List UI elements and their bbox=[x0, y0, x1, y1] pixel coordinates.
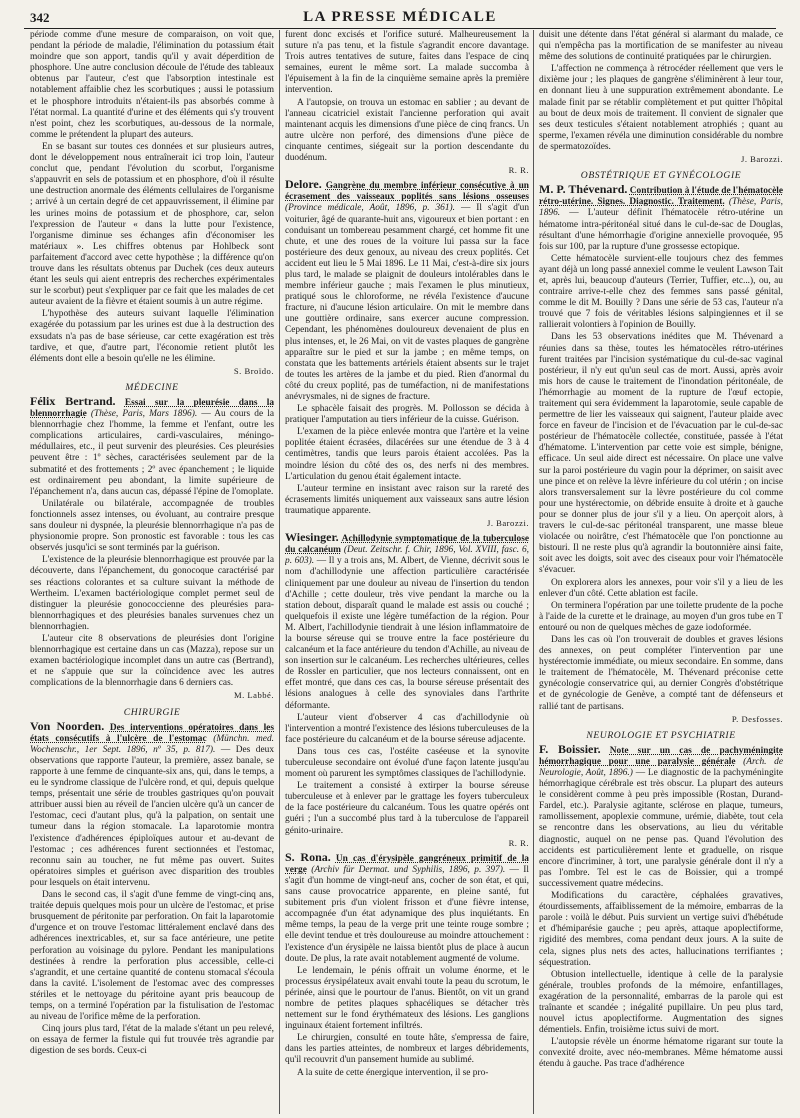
article-title: Contribution à l'étude de l'hématocèle rétro-utérine. Signes. Diagnostic. Traitement. bbox=[539, 186, 783, 208]
paragraph: A l'autopsie, on trouva un estomac en sablier ; au devant de l'anneau cicatriciel existait l'ancienne perforation qui avait maintenant acquis les dimensions d'une pièce de cinq francs. Un autre ulcère non perforé, des dimensions d'une pièce de cinquante centimes, siégeait sur la portion descendante du duodénum. bbox=[285, 97, 529, 164]
section-heading: NEUROLOGIE ET PSYCHIATRIE bbox=[586, 729, 736, 741]
article-von-noorden bbox=[30, 718, 274, 889]
article-text: — Il y a trois ans, M. Albert, de Vienne, décrivit sous le nom d'achillodynie une affection particulière caractérisée cliniquement par une douleur au niveau de l'insertion du tendon d'Achille ; cette douleur, très vive pendant la marche ou la station debout, disparaît quand le malade est assis ou couché ; quelquefois il existe une légère tuméfaction de la région. Pour M. Albert, l'achillodynie tiendrait à une lésion inflammatoire de la bourse séreuse qui se trouve entre la face postérieure du calcanéum et la face antérieure du tendon d'Achille, au niveau de son insertion sur le calcanéum. Les recherches ultérieures, celles de Rossler en particulier, que nos lecteurs connaissent, ont en effet montré, que dans ces cas, la bourse séreuse présentait des lésions analogues à celle des synoviales dans l'arthrite déformante. bbox=[285, 556, 529, 711]
column-divider bbox=[279, 30, 280, 1114]
paragraph: L'examen de la pièce enlevée montra que l'artère et la veine poplitée étaient écrasées, dilacérées sur une étendue de 3 à 4 centimètres, tandis que leurs parois étaient accolées. Pas la moindre lésion du côté des os, des nerfs ni des membres. L'articulation du genou était également intacte. bbox=[285, 427, 529, 482]
signature: P. Desfosses. bbox=[731, 713, 783, 724]
page-number: 342 bbox=[30, 10, 50, 25]
article-text: — Il s'agit d'un homme de vingt-neuf ans, cocher de son état, et qui, sans cause provocatrice apparente, en pleine santé, fut subitement pris d'un violent frisson et d'une fièvre intense, accompagnée d'un état adynamique des plus inquiétants. En même temps, la peau de la verge prit une teinte rouge sombre ; elle devint tendue et très douloureuse au moindre attouchement : l'existence d'un érysipèle ne laissa bientôt plus de place à aucun doute. De plus, la rate avait notablement augmenté de volume. bbox=[285, 864, 529, 964]
paragraph: En se basant sur toutes ces données et sur plusieurs autres, dont le développement nous entraînerait ici trop loin, l'auteur conclut que, pendant l'évolution du scorbut, l'organisme s'appauvrit en sels de potassium et en phosphore, d'où il résulte une destruction anormale des éléments cellulaires de l'organisme ; arrivé à un certain degré de cet appauvrissement, il élimine par les urines moins de potassium et de phosphore, car, selon l'expression de l'auteur « dans la lutte pour l'existence, l'organisme diminue ses échanges afin d'économiser les matériaux ». Les chiffres obtenus par Hohlbeck sont parfaitement d'accord avec cette hypothèse ; la différence qu'on trouve dans les résultats obtenus par Duchek (ces deux auteurs étant les seuls qui aient entrepris des recherches expérimentales sur le scorbut) peut s'expliquer par ce fait que les malades de cet auteur avaient de la fièvre et étaient soumis à un autre régime. bbox=[30, 141, 274, 308]
section-heading: CHIRURGIE bbox=[123, 706, 181, 718]
article-reference: (Thèse, Paris, Mars 1896). bbox=[90, 409, 198, 420]
signature: R. R. bbox=[508, 165, 529, 176]
column-left bbox=[30, 30, 274, 1114]
paragraph: Dans le second cas, il s'agit d'une femme de vingt-cinq ans, traitée depuis quelques mois pour un ulcère de l'estomac, et prise brusquement de péritonite par perforation. On fait la laparotomie d'urgence et on trouve l'estomac littéralement enclavé dans des adhérences inextricables, et, sur sa face antérieure, une petite perforation au voisinage du pylore. Pendant les manipulations destinées à rendre la perforation plus accessible, celle-ci s'agrandit, et une certaine quantité de contenu stomacal s'écoula dans la cavité. L'isolement de l'estomac avec des compresses stériles et le nettoyage du péritoine ayant pris beaucoup de temps, on a terminé l'opération par la fistulisation de l'estomac au niveau de l'orifice même de la perforation. bbox=[30, 890, 274, 1023]
paragraph: duisit une détente dans l'état général si alarmant du malade, ce qui n'empêcha pas la mortification de se manifester au niveau même des solutions de continuité pratiquées par le chirurgien. bbox=[539, 30, 783, 63]
signature: M. Labbé. bbox=[233, 690, 274, 701]
article-author: Félix Bertrand. bbox=[30, 394, 116, 408]
paragraph: L'hypothèse des auteurs suivant laquelle l'élimination exagérée du potassium par les urines est due à la destruction des exsudats n'a pas de base sérieuse, car cette exagération est très tardive, et que, d'autre part, l'économie retient plutôt les éléments dont elle a besoin qu'elle ne les élimine. bbox=[30, 309, 274, 364]
article-text: — Il s'agit d'un voiturier, âgé de quarante-huit ans, vigoureux et bien portant : en conduisant un tombereau pesamment chargé, cet homme fit une chute, et une des roues de la voiture lui passa sur la face postérieure des deux genoux, au niveau des creux poplités. Cet accident eut lieu le 5 Mai 1896. Le 11 Mai, c'est-à-dire six jours plus tard, le malade se plaignit de douleurs intolérables dans le membre inférieur gauche ; mais l'examen le plus minutieux, pratiqué sous le chloroforme, ne révéla l'existence d'aucune fracture, ni d'aucune lésion articulaire. On mit le membre dans une gouttière ordinaire, sans exercer aucune compression. Cependant, les phénomènes douloureux devenaient de plus en plus intenses, et, le 26 Mai, on vit de vastes plaques de gangrène apparaître sur le pied et sur la jambe ; en même temps, on constata que les battements artériels étaient absents sur le trajet de toutes les artères de la jambe et du pied. Rien d'anormal du côté du creux poplité, pas de tuméfaction, ni de manifestations anévrysmales, ni de signes de fracture. bbox=[285, 203, 529, 402]
column-divider bbox=[533, 30, 534, 1114]
signature: R. R. bbox=[508, 837, 529, 848]
article-author: F. Boissier. bbox=[539, 741, 601, 756]
article-thevenard bbox=[539, 184, 783, 253]
section-heading: MÉDECINE bbox=[125, 381, 179, 393]
paragraph: période comme d'une mesure de comparaison, on voit que, pendant la période de maladie, l'élimination du potassium était moindre que son apport, tandis qu'il y avait déperdition de phosphore. Une autre conclusion découle de l'étude des tableaux obtenus par l'auteur, c'est que l'absorption intestinale est notablement affaiblie chez les scorbutiques ; aussi le potassium et le phosphore introduits n'étaient-ils pas absorbés comme à l'état normal. La quantité d'urine et des éléments qui s'y trouvent n'est point, chez les scorbutiques, au-dessous de la normale, comme le prétendent la plupart des auteurs. bbox=[30, 30, 274, 140]
article-text: — L'auteur définit l'hématocèle rétro-utérine un hématome intra-péritonéal situé dans le cul-de-sac de Douglas, résultant d'une hémorrhagie d'origine annexielle provoquée, 95 fois sur 100, par la rupture d'une grossesse ectopique. bbox=[539, 208, 783, 252]
paragraph: furent donc excisés et l'orifice suturé. Malheureusement la suture n'a pas tenu, et la fistule s'agrandit encore davantage. Trois autres tentatives de suture, faites dans l'espace de cinq semaines, eurent le même sort. La malade succomba à l'épuisement à la fin de la cinquième semaine après la première intervention. bbox=[285, 30, 529, 96]
article-reference: (Thèse, Paris, 1896. bbox=[539, 197, 783, 219]
article-delore bbox=[285, 179, 529, 403]
paragraph: Cinq jours plus tard, l'état de la malade s'étant un peu relevé, on essaya de fermer la fistule qui fut trouvée très agrandie par digestion de ses bords. Ceux-ci bbox=[30, 1024, 274, 1057]
article-author: M. P. Thévenard. bbox=[539, 182, 628, 197]
signature: J. Barozzi. bbox=[486, 518, 529, 529]
paragraph: Le sphacèle faisait des progrès. M. Pollosson se décida à pratiquer l'amputation au tiers inférieur de la cuisse. Guérison. bbox=[285, 404, 529, 426]
article-title: Essai sur la pleurésie dans la blennorrhagie bbox=[30, 398, 274, 420]
article-reference: (Münchn. med. Wochenschr., 1er Sept. 1896, nº 35, p. 817). bbox=[30, 733, 274, 755]
paragraph: Obtusion intellectuelle, identique à celle de la paralysie générale, troubles profonds de la mémoire, enfantillages, exagération de la personnalité, embarras de la parole qui est traînante et scandée ; inégalité pupillaire. Un peu plus tard, nouvel ictus apoplectiforme. Augmentation des signes démentiels. Enfin, troisième ictus suivi de mort. bbox=[539, 969, 783, 1036]
article-text: — Des deux observations que rapporte l'auteur, la première, assez banale, se rapporte à une femme de cinquante-six ans, qui, dans le temps, a eu le syndrome classique de l'ulcère rond, et qui, depuis quelque temps, présentait une série de troubles gastriques qu'on pouvait attribuer aussi bien au réveil de l'ancien ulcère qu'à un cancer de l'estomac, ceci d'autant plus, qu'à la palpation, on sentait une tumeur dans la région stomacale. La laparotomie montra l'existence d'adhérences épiploïques autour et au-devant de l'estomac ; ces adhérences furent sectionnées et l'estomac, reconnu sain au toucher, ne fut même pas ouvert. Suites opératoires simples et guérison avec disparition des troubles pour lesquels on était intervenu. bbox=[30, 744, 274, 888]
article-author: Von Noorden. bbox=[30, 718, 105, 733]
section-heading: OBSTÉTRIQUE ET GYNÉCOLOGIE bbox=[580, 170, 742, 182]
paragraph: L'affection ne commença à rétrocéder réellement que vers le dixième jour ; les plaques de gangrène s'éliminèrent à leur tour, en donnant lieu à une suppuration extrêmement abondante. Le malade finit par se rétablir complètement et put quitter l'hôpital au bout de deux mois de traitement. Il convient de signaler que ses deux testicules s'étaient notablement atrophiés ; quant au sperme, l'examen révéla une diminution considérable du nombre de spermatozoïdes. bbox=[539, 64, 783, 152]
paragraph: Le traitement a consisté à extirper la bourse séreuse tuberculeuse et à enlever par le grattage les foyers tuberculeux de la face postérieure du calcanéum. Tous les quatre opérés ont guéri ; l'un a succombé plus tard à la tuberculose de l'appareil génito-urinaire. bbox=[285, 781, 529, 836]
paragraph: L'auteur termine en insistant avec raison sur la rareté des écrasements limités uniquement aux vaisseaux sans autre lésion traumatique apparente. bbox=[285, 483, 529, 516]
article-rona bbox=[285, 849, 529, 965]
signature: J. Barozzi. bbox=[740, 154, 783, 165]
article-reference: (Province médicale, Août, 1896, p. 361). bbox=[285, 203, 456, 214]
paragraph: Le lendemain, le pénis offrait un volume énorme, et le processus érysipélateux avait envahi toute la peau du scrotum, le périnée, ainsi que le pourtour de l'anus. Bientôt, on vit un grand nombre de petites plaques sphacéliques se détacher très nettement sur le fond érythémateux des lésions. Les ganglions inguinaux étaient fortement infiltrés. bbox=[285, 965, 529, 1032]
article-title: Note sur un cas de pachyméningite hémorrhagique pour une paralysie générale bbox=[539, 745, 783, 767]
running-title: LA PRESSE MÉDICALE bbox=[303, 9, 497, 25]
article-title: Des interventions opératoires dans les états consécutifs à l'ulcère de l'estomac bbox=[30, 722, 274, 744]
paragraph: Dans les 53 observations inédites que M. Thévenard a réunies dans sa thèse, toutes les hématocèles rétro-utérines furent traitées par l'incision systématique du cul-de-sac vaginal postérieur, il n'y eut qu'un seul cas de mort. Aussi, après avoir mis hors de cause le traitement de l'inondation péritonéale, de l'hémorrhagie au moment de la rupture de l'œuf ectopie, traitement qui sera évidemment la laparotomie, seule capable de permettre de lier les vaisseaux qui saignent, l'auteur plaide avec force en faveur de l'incision et de l'évacuation par le cul-de-sac postérieur de l'hématocèle collectée, constituée, passée à l'état d'hématome. L'intervention par cette voie est simple, bénigne, efficace. Un seul aide direct est nécessaire. On place une valve sur la paroi postérieure du vagin pour la déprimer, on saisit avec une pince et on relève la lèvre inférieure du col utérin ; on incise alors transversalement sur la lèvre postérieure du col comme pour une hystérectomie, on débride ensuite à droite et à gauche pour se donner plus de jour s'il y a lieu. On aperçoit alors, à travers le cul-de-sac péritonéal transparent, une masse bleue violacée ou noirâtre, c'est l'hématocèle que l'on ponctionne au bistouri. Il ne reste plus qu'à agrandir la boutonnière ainsi faite, soit avec les doigts, soit avec des ciseaux pour voir l'hématocèle s'évacuer. bbox=[539, 332, 783, 576]
paragraph: Dans tous ces cas, l'ostéite caséeuse et la synovite tuberculeuse secondaire ont évolué d'une façon latente jusqu'au moment où parurent les symptômes classiques de l'achillodynie. bbox=[285, 746, 529, 780]
article-title: Un cas d'érysipèle gangréneux primitif de la verge bbox=[285, 853, 529, 875]
article-text: — Le diagnostic de la pachyméningite hémorrhagique cérébrale est très obscur. La plupart des auteurs le considèrent comme à peu près impossible (Rostan, Durand-Fardel, etc.). Paralysie agitante, sclérose en plaque, tumeurs, ramollissement, apoplexie commune, urémie, diabète, tout cela se rencontre dans les observations, au lieu du véritable diagnostic, auquel on ne pense pas. Quand l'évolution des accidents est particulièrement lente et graduelle, on risque encore d'incriminer, à tort, une paralysie générale dont il n'y a pas l'ombre. Tel est le cas de Boissier, qui a trompé successivement quatre médecins. bbox=[539, 768, 783, 889]
article-text: — Au cours de la blennorrhagie chez l'homme, la femme et l'enfant, outre les complications articulaires, cardi-vasculaires, méningo-médullaires, etc., il peut survenir des pleurésies. Ces pleurésies peuvent être : 1º sèches, caractérisées seulement par de la submatité et des frottements ; 2º avec épanchement ; le liquide est ordinairement peu abondant, la limite supérieure de l'épanchement n'a, dans aucun cas, dépassé l'épine de l'omoplate. bbox=[30, 409, 274, 497]
article-author: Delore. bbox=[285, 177, 322, 192]
paragraph: L'auteur vient d'observer 4 cas d'achillodynie où l'intervention a montré l'existence des lésions tuberculeuses de la face postérieure du calcanéum et de la bourse séreuse adjacente. bbox=[285, 712, 529, 745]
paragraph: L'auteur cite 8 observations de pleurésies dont l'origine blennorrhagique est certaine dans un cas (Mazza), repose sur un examen bactériologique incomplet dans un autre cas (Bertrand), et ne s'appuie que sur la coïncidence avec les autres complications de la blennorrhagie dans 6 derniers cas. bbox=[30, 633, 274, 689]
paragraph: Le chirurgien, consulté en toute hâte, s'empressa de faire, dans les parties atteintes, de nombreux et larges débridements, qu'il recouvrit d'un pansement humide au sublimé. bbox=[285, 1033, 529, 1066]
paragraph: On terminera l'opération par une toilette prudente de la poche à l'aide de la curette et le drainage, au moyen d'un gros tube en T entouré ou non de quelques mèches de gaze iodoformée. bbox=[539, 600, 783, 633]
column-right bbox=[539, 30, 783, 1114]
paragraph: Cette hématocèle survient-elle toujours chez des femmes ayant déjà un long passé annexiel comme le veulent Lawson Tait et, après lui, beaucoup d'auteurs (Terrier, Tuffier, etc...), ou, au contraire arrive-t-elle chez des femmes sans passé génital, comme le dit M. Bouilly ? Dans une série de 53 cas, l'auteur n'a trouvé que 7 fois de véritables lésions salpingiennes et il se rallierait volontiers à l'opinion de Bouilly. bbox=[539, 253, 783, 331]
article-author: Wiesinger. bbox=[285, 530, 339, 545]
paragraph: Modifications du caractère, céphalées gravatives, étourdissements, affaiblissement de la mémoire, embarras de la parole : voilà le début. Puis survient un vertige suivi d'hébétude et d'hémiparésie gauche ; peu après, attaque apoplectiforme, rigidité des membres, coma pendant deux jours. A la suite de cela, signes plus nets des actes, hallucinations terrifiantes ; séquestration. bbox=[539, 891, 783, 968]
article-wiesinger bbox=[285, 532, 529, 712]
article-bertrand bbox=[30, 396, 274, 498]
signature: S. Broïdo. bbox=[233, 365, 274, 376]
article-reference: (Archiv für Dermat. und Syphilis, 1896, p. 397). bbox=[311, 864, 506, 875]
column-middle bbox=[285, 30, 529, 1114]
article-author: S. Rona. bbox=[285, 849, 331, 864]
article-title: Gangrène du membre inférieur consécutive à un écrasement des vaisseaux poplités sans lésions osseuses bbox=[285, 181, 529, 203]
paragraph: Dans les cas où l'on trouverait de doubles et graves lésions des annexes, on peut compléter l'intervention par une hystérectomie immédiate, ou mieux secondaire. En somme, dans le traitement de l'hématocèle, M. Thévenard préconise cette gynécologie conservatrice qui, au dernier Congrès d'obstétrique et de gynécologie de Genève, a compté tant de défenseurs et rallié tant de partisans. bbox=[539, 634, 783, 712]
paragraph: Unilatérale ou bilatérale, accompagnée de troubles fonctionnels assez intenses, ou évoluant, au contraire presque sans douleur ni dyspnée, la pleurésie blennorrhagique n'a pas de physionomie propre. Son pronostic est favorable : tous les cas observés jusqu'ici se sont terminés par la guérison. bbox=[30, 498, 274, 554]
article-reference: (Deut. Zeitschr. f. Chir, 1896, Vol. XVIII, fasc. 6, p. 603). bbox=[285, 545, 529, 567]
article-boissier bbox=[539, 741, 783, 890]
paragraph: L'existence de la pleurésie blennorrhagique est prouvée par la découverte, dans l'épanchement, du gonocoque caractérisé par ses réactions colorantes et sa culture suivant la méthode de Wertheim. L'examen bactériologique complet permet seul de distinguer la pleurésie gonococcienne des pleurésies para-blennorrhagiques et des pleurésies banales survenues chez un blennorrhagien. bbox=[30, 555, 274, 632]
page-header bbox=[24, 8, 776, 29]
article-reference: (Arch. de Neurologie, Août, 1896.) bbox=[539, 756, 783, 778]
paragraph: On explorera alors les annexes, pour voir s'il y a lieu de les enlever d'un côté. Cette ablation est facile. bbox=[539, 577, 783, 599]
paragraph: L'autopsie révèle un énorme hématome rigarant sur toute la convexité droite, avec néo-membranes. Même hématome aussi étendu à gauche. Pas trace d'adhérence bbox=[539, 1037, 783, 1070]
paragraph: A la suite de cette énergique intervention, il se pro- bbox=[297, 1067, 489, 1078]
article-title: Achillodynie symptomatique de la tuberculose du calcanéum bbox=[285, 534, 529, 556]
